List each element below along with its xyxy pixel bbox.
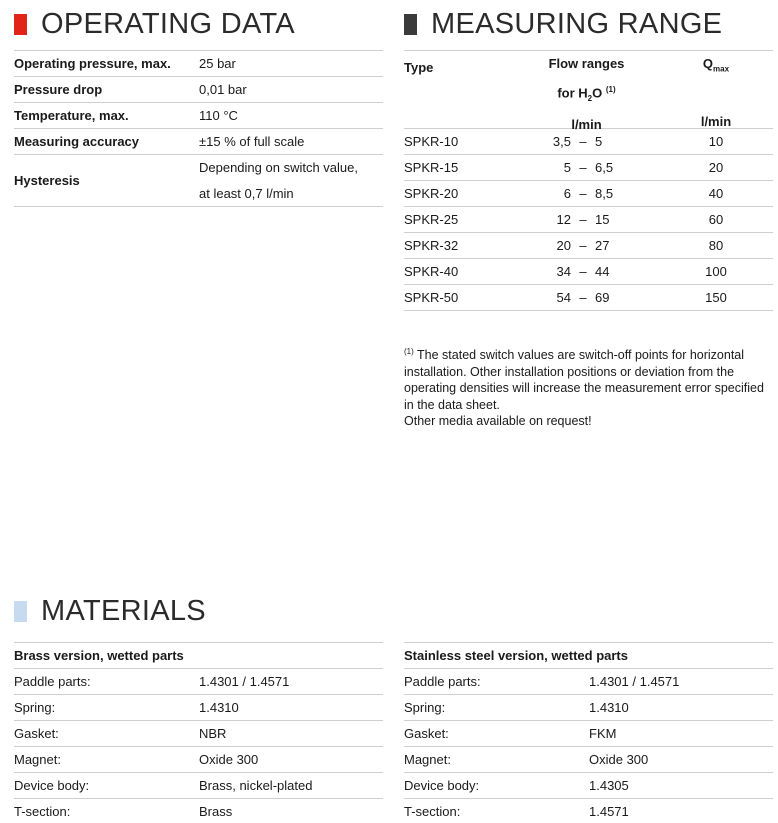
hysteresis-line2: at least 0,7 l/min [199, 185, 294, 201]
material-label: Spring: [14, 700, 56, 715]
materials-marker [14, 601, 27, 622]
table-row [404, 181, 773, 207]
operating-data-header [14, 4, 383, 44]
flow-low: 3,5 [552, 134, 571, 149]
measuring-marker [404, 14, 417, 35]
table-row [14, 129, 383, 155]
type-cell: SPKR-40 [404, 264, 459, 279]
brass-heading: Brass version, wetted parts [14, 643, 383, 669]
footnote-body: The stated switch values are switch-off points for horizontal installation. Other installation positions or deviation from the operating densities will increase the measurement error specified in the data sheet. [404, 348, 764, 412]
row-label: Temperature, max. [14, 108, 129, 123]
footnote [404, 344, 773, 430]
table-row [14, 721, 383, 747]
qmax-cell: 100 [705, 264, 727, 279]
flow-high: 15 [595, 212, 610, 227]
row-value: 25 bar [199, 56, 236, 71]
measuring-range-title: MEASURING RANGE [431, 7, 723, 40]
material-value: 1.4301 / 1.4571 [199, 674, 290, 689]
flow-cell [514, 160, 659, 175]
table-row [14, 103, 383, 129]
qmax-label [659, 51, 773, 83]
flow-dash: – [579, 238, 587, 253]
row-value: 0,01 bar [199, 82, 247, 97]
table-row [404, 747, 773, 773]
flow-cell [514, 134, 659, 149]
table-row [14, 747, 383, 773]
flow-dash: – [579, 160, 587, 175]
table-row [404, 721, 773, 747]
type-cell: SPKR-32 [404, 238, 459, 253]
material-label: T-section: [404, 804, 461, 819]
type-cell: SPKR-25 [404, 212, 459, 227]
material-value: NBR [199, 726, 227, 741]
flow-high: 6,5 [595, 160, 614, 175]
q-letter: Q [702, 56, 714, 71]
material-label: Device body: [404, 778, 480, 793]
qmax-unit: l/min [700, 113, 732, 129]
material-label: Magnet: [404, 752, 451, 767]
operating-marker [14, 14, 27, 35]
flow-cell [514, 186, 659, 201]
flow-cell [514, 212, 659, 227]
table-row [14, 77, 383, 103]
table-row [404, 669, 773, 695]
material-label: Paddle parts: [14, 674, 91, 689]
footnote-mark: (1) [404, 347, 414, 356]
table-row [404, 233, 773, 259]
flow-dash: – [579, 290, 587, 305]
flow-low: 20 [556, 238, 571, 253]
row-label: Operating pressure, max. [14, 56, 171, 71]
materials-title: MATERIALS [41, 594, 206, 627]
table-row [14, 155, 383, 207]
table-row [14, 51, 383, 77]
qmax-cell: 10 [708, 134, 724, 149]
flow-cell [514, 290, 659, 305]
material-value: 1.4305 [589, 778, 629, 793]
flow-low: 5 [563, 160, 571, 175]
table-row [404, 259, 773, 285]
row-label: Pressure drop [14, 82, 103, 97]
flow-dash: – [579, 264, 587, 279]
materials-section [14, 591, 773, 823]
footnote-line2: Other media available on request! [404, 414, 592, 429]
row-value: ±15 % of full scale [199, 134, 305, 149]
measuring-table-header [404, 51, 773, 132]
row-label: Hysteresis [14, 173, 80, 188]
material-label: Gasket: [14, 726, 59, 741]
steel-heading: Stainless steel version, wetted parts [404, 643, 773, 669]
flow-high: 5 [595, 134, 603, 149]
row-value [199, 155, 358, 207]
flow-high: 8,5 [595, 186, 614, 201]
material-label: Spring: [404, 700, 446, 715]
table-row [404, 155, 773, 181]
flow-high: 69 [595, 290, 610, 305]
material-value: 1.4301 / 1.4571 [589, 674, 680, 689]
flow-low: 12 [556, 212, 571, 227]
material-value: 1.4310 [199, 700, 239, 715]
flow-dash: – [579, 134, 587, 149]
row-value: 110 °C [199, 108, 238, 123]
operating-data-section [14, 4, 383, 207]
flow-low: 54 [556, 290, 571, 305]
brass-version-table [14, 642, 383, 823]
material-value: Brass [199, 804, 233, 819]
table-row [404, 207, 773, 233]
table-row [404, 799, 773, 823]
type-cell: SPKR-20 [404, 186, 459, 201]
table-row [404, 285, 773, 311]
flow-for-h: for H [557, 85, 588, 101]
type-cell: SPKR-15 [404, 160, 459, 175]
flow-unit: l/min [571, 116, 602, 132]
material-value: FKM [589, 726, 617, 741]
table-row [14, 695, 383, 721]
flow-header-line1: Flow ranges [548, 56, 625, 71]
materials-columns [14, 642, 773, 823]
col-qmax-header [659, 51, 773, 128]
footnote-text [404, 348, 764, 412]
flow-o: O [592, 85, 603, 101]
materials-header [14, 591, 773, 631]
measuring-range-header [404, 4, 773, 44]
measuring-table-body [404, 129, 773, 311]
measuring-range-section [404, 4, 773, 430]
material-value: 1.4310 [589, 700, 629, 715]
operating-data-title: OPERATING DATA [41, 7, 295, 40]
q-sub-max: max [713, 64, 730, 74]
flow-low: 6 [563, 186, 571, 201]
flow-dash: – [579, 186, 587, 201]
table-row [404, 695, 773, 721]
flow-cell [514, 264, 659, 279]
material-label: Gasket: [404, 726, 449, 741]
flow-footnote-mark: (1) [605, 85, 616, 94]
material-label: T-section: [14, 804, 71, 819]
flow-sub-2: 2 [587, 93, 593, 103]
material-label: Magnet: [14, 752, 61, 767]
flow-high: 44 [595, 264, 610, 279]
material-value: Oxide 300 [199, 752, 259, 767]
table-row [14, 773, 383, 799]
flow-header-line2 [514, 77, 659, 112]
material-label: Paddle parts: [404, 674, 481, 689]
flow-high: 27 [595, 238, 610, 253]
col-type-header: Type [404, 60, 434, 75]
material-value: Brass, nickel-plated [199, 778, 313, 793]
qmax-cell: 40 [708, 186, 724, 201]
qmax-cell: 60 [708, 212, 724, 227]
material-value: 1.4571 [589, 804, 629, 819]
table-row [14, 799, 383, 823]
material-value: Oxide 300 [589, 752, 649, 767]
col-flow-header [514, 51, 659, 132]
qmax-cell: 20 [708, 160, 724, 175]
hysteresis-line1: Depending on switch value, [199, 159, 358, 175]
qmax-cell: 80 [708, 238, 724, 253]
steel-version-table [404, 642, 773, 823]
flow-dash: – [579, 212, 587, 227]
table-row [14, 669, 383, 695]
table-row [404, 773, 773, 799]
qmax-cell: 150 [705, 290, 727, 305]
row-label: Measuring accuracy [14, 134, 140, 149]
material-label: Device body: [14, 778, 90, 793]
type-cell: SPKR-50 [404, 290, 459, 305]
type-cell: SPKR-10 [404, 134, 459, 149]
flow-cell [514, 238, 659, 253]
flow-low: 34 [556, 264, 571, 279]
